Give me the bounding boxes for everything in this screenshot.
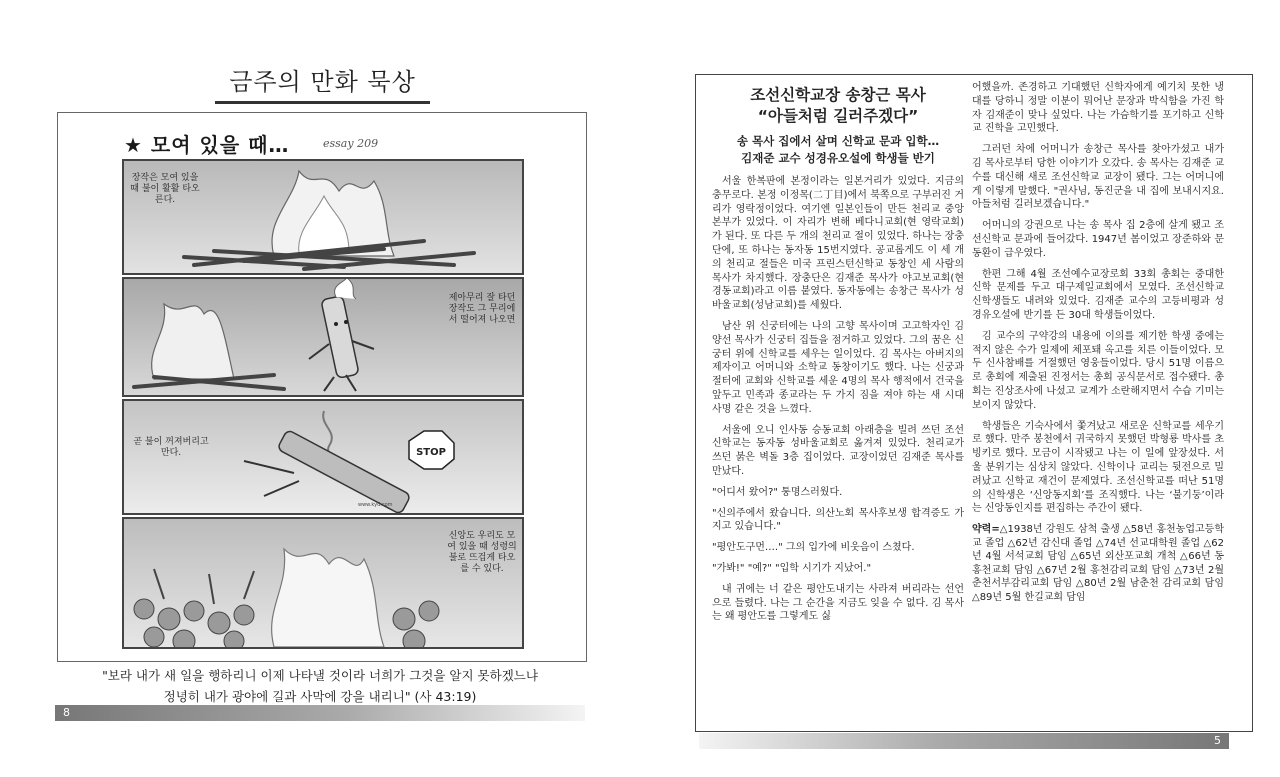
paragraph: 내 귀에는 너 같은 평안도내기는 사라져 버리라는 선언으로 들렸다. 나는 그 순간을 지금도 잊을 수 없다. 김 목사는 왜 평안도를 그렇게도 싫: [712, 583, 964, 623]
subheadline-line-2: 김재준 교수 성경유오설에 학생들 반기: [741, 151, 935, 165]
paragraph: 남산 위 신궁터에는 나의 고향 목사이며 고고학자인 김양선 목사가 신궁터 집들을 점거하고 있었다. 그의 꿈은 신궁터 위에 신학교를 세우는 일이었다. 김 목사는 아버지의 제자이고 어머니와 소학교 동창이기도 했다. 나는 신궁과 절터에 교회와 신학교를 세운 4명의 목사 행적에서 건국을 앞두고 민족과 종교라는 두 가지 짐을 져야 하는 새 시대 사명 같은 것을 느꼈다.: [712, 320, 964, 415]
quote: "가봐!" "예?" "입학 시기가 지났어.": [712, 562, 872, 574]
title-underline: [215, 101, 430, 104]
right-footer-bar: [699, 733, 1229, 749]
verse-line-2: 정녕히 내가 광야에 길과 사막에 강을 내리니" (사 43:19): [163, 689, 477, 704]
paragraph: 학생들은 기숙사에서 쫓겨났고 새로운 신학교를 세우기로 했다. 만주 봉천에서 귀국하지 못했던 박형룡 박사를 초빙키로 했다. 모금이 시작됐고 나는 이 일에 앞장섰다. 서울 분위기는 심상치 않았다. 신학이나 교리는 뒷전으로 밀려났고 신학교 재건이 문제였다. 조선신학교를 떠난 51명의 신학생은 ‘신앙동지회’를 조직했다. 나는 ‘불기둥’이라는 신앙동인지를 편집하는 주간이 됐다.: [972, 420, 1224, 515]
comic-panel-3: [122, 399, 524, 515]
article-headline: [712, 85, 964, 127]
page-title: 금주의 만화 묵상: [229, 68, 416, 96]
article-frame: [695, 74, 1253, 732]
headline-line-1: 조선신학교장 송창근 목사: [750, 86, 926, 104]
panel-2-caption: 제아무리 잘 타던 장작도 그 무리에서 떨어져 나오면: [448, 293, 516, 325]
comic-header: ★ 모여 있을 때…: [124, 133, 290, 157]
scripture-verse: [60, 665, 580, 707]
panel-1-caption: 장작은 모여 있을 때 불이 활활 타오른다.: [130, 173, 200, 205]
right-page-number: 5: [1214, 734, 1221, 747]
panel-3-caption: 곧 불이 꺼져버리고 만다.: [133, 437, 209, 458]
comic-essay-tag: essay 209: [323, 137, 379, 150]
article-subheadline: [712, 133, 964, 167]
article-column-2: [972, 81, 1224, 604]
bio-label: 약력=: [972, 524, 1000, 536]
quote: "어디서 왔어?" 퉁명스러웠다.: [712, 486, 843, 498]
comic-strip: [57, 112, 587, 662]
left-page-number: 8: [63, 706, 70, 719]
paragraph: 서울에 오니 인사동 승동교회 아래층을 빌려 쓰던 조선신학교는 동자동 성바울교회로 옮겨져 있었다. 천리교가 쓰던 붉은 벽돌 3층 집이었다. 교장이었던 김재준 목사를 만났다.: [712, 424, 964, 477]
comic-panel-2: [122, 277, 524, 397]
author-bio: [972, 523, 1224, 604]
panel-4-caption: 신앙도 우리도 모여 있을 때 성령의 불로 뜨겁게 타오를 수 있다.: [447, 531, 517, 574]
paragraph: 어머니의 강권으로 나는 송 목사 집 2층에 살게 됐고 조선신학교 문과에 들어갔다. 1947년 봄이었고 장준하와 문동환이 급우였다.: [972, 220, 1224, 259]
verse-line-1: "보라 내가 새 일을 행하리니 이제 나타낼 것이라 너희가 그것을 알지 못하겠느냐: [102, 668, 538, 683]
right-page: [640, 0, 1280, 777]
paragraph: 어했을까. 존경하고 기대했던 신학자에게 예기치 못한 냉대를 당하니 정말 이분이 뭐어난 문장과 박식함을 가진 학자 김재준이 맞나 싶었다. 나는 가슴학기를 포기하고 신학교 진학을 고민했다.: [972, 82, 1224, 135]
headline-line-2: “아들처럼 길러주겠다”: [757, 107, 919, 125]
paragraph: 김 교수의 구약강의 내용에 이의를 제기한 학생 중에는 적지 않은 수가 일제에 체포돼 옥고를 치른 이들이었다. 모두 신사참배를 거절했던 영웅들이었다. 당시 51명 이름으로 총회에 제출된 진정서는 총회 공식문서로 접수됐다. 총회는 진상조사에 나섰고 교계가 소란해지면서 수습 기미는 보이지 않았다.: [972, 330, 1224, 411]
quote: "평안도구먼…." 그의 입가에 비웃음이 스쳤다.: [712, 542, 915, 554]
cartoon-title-block: [215, 62, 430, 104]
article-column-1: [712, 75, 964, 631]
left-footer-bar: [55, 705, 585, 721]
paragraph: 서울 한복판에 본정이라는 일본거리가 있었다. 지금의 충무로다. 본정 이정목(二丁目)에서 북쪽으로 구부러진 거리가 영락정이었다. 여기엔 일본인들이 만든 천리교 중앙본부가 있었다. 이 자리가 변해 베다니교회(현 영락교회)가 된다. 또 다른 두 개의 천리교 절이 있었다. 하나는 장충단에, 또 하나는 동자동 15번지였다. 공교롭게도 이 세 개의 천리교 절들은 미국 프린스턴신학교 동창인 세 사람의 목사가 차지했다. 장충단은 김재준 목사가 야고보교회(현 경동교회)라고 이름 붙였다. 동자동에는 송창근 목사가 성바울교회(성남교회)를 세웠다.: [712, 176, 964, 312]
paragraph: 그러던 차에 어머니가 송창근 목사를 찾아가셨고 내가 김 목사로부터 당한 이야기가 오갔다. 송 목사는 김재준 교수를 대신해 새로 조선신학교 교장이 됐다. 그는 어머니에게 이렇게 말했다. "권사님, 동진군을 내 집에 보내시지요. 아들처럼 길러보겠습니다.": [972, 144, 1224, 211]
comic-panel-4: [122, 517, 524, 649]
stop-sign: [409, 431, 454, 469]
bio-text: △1938년 강원도 삼척 출생 △58년 홍천농업고등학교 졸업 △62년 감신대 졸업 △74년 선교대학원 졸업 △62년 4월 서석교회 담임 △65년 외산포교회 개척 △66년 동홍천교회 담임 △67년 2월 홍천감리교회 담임 △73년 2월 춘천서부감리교회 담임 △80년 2월 남춘천 감리교회 담임 △89년 5월 한길교회 담임: [972, 524, 1224, 603]
comic-website: www.kyd.com: [358, 502, 393, 508]
quote: "신의주에서 왔습니다. 의산노회 목사후보생 합격증도 가지고 있습니다.": [712, 507, 964, 533]
paragraph: 한편 그해 4월 조선예수교장로회 33회 총회는 중대한 신학 문제를 두고 대구제일교회에서 모였다. 조선신학교 신학생들도 내려와 있었다. 김재준 교수의 고등비평과 성경유오설에 반기를 든 30대 학생들이었다.: [972, 268, 1224, 321]
subheadline-line-1: 송 목사 집에서 살며 신학교 문과 입학…: [736, 134, 940, 148]
comic-panel-1: [122, 159, 524, 275]
stop-sign-label: STOP: [416, 447, 446, 458]
